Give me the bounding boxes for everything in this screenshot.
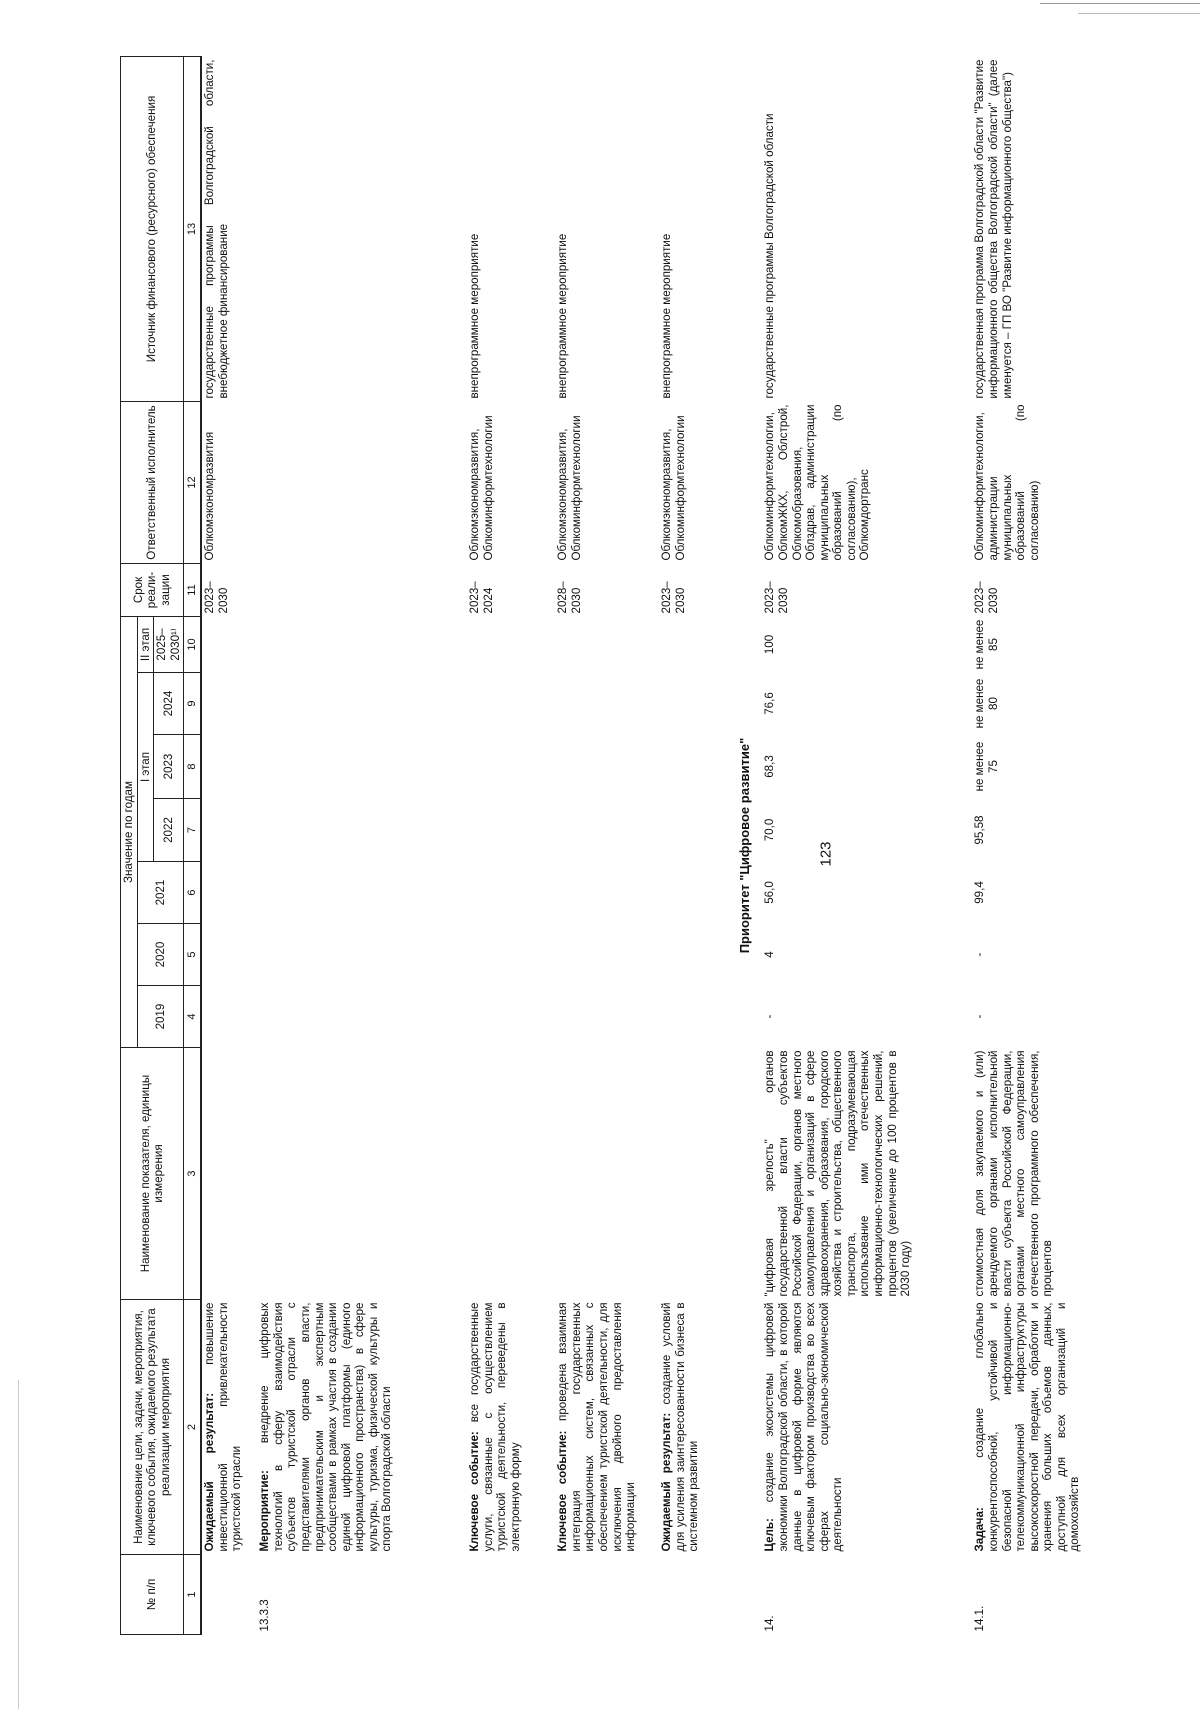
row-source: государственная программа Волгоградской области "Развитие информационного общества Волгоградской области" (далее именуется – ГП ВО "Развитие информационного общества"): [973, 59, 1014, 399]
value-2025-2030: не менее 85: [973, 619, 1001, 670]
header-year-2025-2030: 2025–2030¹⁾: [154, 617, 184, 673]
value-2022: 95,58: [973, 815, 987, 845]
row-number: 14.: [763, 1615, 777, 1632]
row-source: внепрограммное мероприятие: [556, 233, 570, 399]
header-year-2022: 2022: [154, 799, 184, 862]
row-term: 2028–2030: [556, 581, 583, 614]
row-term: 2023–2030: [763, 581, 791, 614]
program-table: [120, 56, 1083, 1635]
row-indicator: "цифровая зрелость" органов государственной власти субъектов Российской Федерации, органов местного самоуправления и организаций в сфере здравоохранения, образования, городского хозяйства и строительства, общественного транспорта, подразумевающая использование ими отечественных информационно-технологических решений, процентов (увеличение до 100 процентов в 2030 году): [763, 1050, 913, 1297]
page-number: 123: [817, 841, 835, 867]
value-2021: 99,4: [973, 881, 987, 904]
table-row: [731, 57, 762, 1635]
row-term: 2023–2024: [468, 581, 495, 614]
header-stage-2: II этап: [137, 617, 154, 673]
header-colnum-10: 10: [184, 617, 202, 673]
row-executor: Облкомэкономразвития, Облкоминформтехнологии: [468, 415, 495, 561]
row-executor: Облкомэкономразвития: [203, 431, 217, 561]
header-year-2024: 2024: [154, 673, 184, 735]
table-row: [467, 57, 555, 1635]
value-2024: не менее 80: [973, 678, 1001, 729]
row-indicator: стоимостная доля закупаемого и (или) арендуемого органами исполнительной власти субъекта Российской Федерации, органами местного самоуправления отечественного программного обеспечения, процентов: [973, 1050, 1055, 1297]
value-2020: -: [973, 952, 987, 957]
row-description: Ожидаемый результат: повышение инвестиционной привлекательности туристской отрасли: [203, 1302, 244, 1552]
row-source: государственные программы Волгоградской области, внебюджетное финансирование: [203, 59, 230, 399]
value-2021: 56,0: [763, 881, 777, 904]
header-colnum-6: 6: [184, 862, 202, 924]
table-row: [257, 57, 467, 1635]
table-row: [659, 57, 731, 1635]
priority-heading: Приоритет "Цифровое развитие": [737, 737, 753, 954]
header-colnum-8: 8: [184, 735, 202, 799]
row-description: Ключевое событие: проведена взаимная интеграция государственных информационных систем, связанных с обеспечением туристской деятельности, для исключения двойного предоставления информации: [556, 1302, 638, 1552]
table-row: [762, 57, 972, 1635]
table-row: [555, 57, 659, 1635]
value-2020: 4: [763, 951, 777, 958]
header-values: Значение по годам: [121, 617, 138, 1048]
header-exec: Ответственный исполнитель: [121, 402, 184, 564]
row-source: внепрограммное мероприятие: [660, 233, 674, 399]
row-number: 14.1.: [973, 1605, 987, 1632]
value-2024: 76,6: [763, 692, 777, 715]
scan-top-rule: [1040, 3, 1200, 4]
header-colnum-3: 3: [184, 1048, 202, 1300]
scan-edge: [18, 1380, 19, 1709]
value-2019: -: [973, 1014, 987, 1019]
header-year-2020: 2020: [137, 924, 184, 986]
row-term: 2023–2030: [660, 581, 687, 614]
scan-top-rule: [1078, 13, 1200, 14]
row-term: 2023–2030: [203, 581, 230, 614]
value-2019: -: [763, 1014, 777, 1019]
header-colnum-7: 7: [184, 799, 202, 862]
row-source: внепрограммное мероприятие: [468, 233, 482, 399]
header-year-2023: 2023: [154, 735, 184, 799]
rotated-page: [120, 57, 1182, 1635]
header-colnum-5: 5: [184, 924, 202, 986]
table-row: [201, 57, 257, 1635]
row-term: 2023–2030: [973, 581, 1001, 614]
header-stage-1: I этап: [137, 673, 154, 862]
row-description: Ключевое событие: все государственные услуги, связанные с осуществлением туристской деятельности, переведены в электронную форму: [468, 1302, 522, 1552]
header-indicator: Наименование показателя, единицы измерения: [121, 1048, 184, 1300]
row-executor: Облкоминформтехнологии, администрации муниципальных образований (по согласованию): [973, 404, 1041, 561]
header-source: Источник финансового (ресурсного) обеспечения: [121, 57, 184, 402]
value-2025-2030: 100: [763, 634, 777, 655]
row-description: Задача: создание глобально конкурентоспособной, устойчивой и безопасной информационно-телекоммуникационной инфраструктуры высокоскоростной передачи, обработки и хранения больших объемов данных, доступной для всех организаций и домохозяйств: [973, 1302, 1082, 1552]
header-name: Наименование цели, задачи, мероприятия, ключевого события, ожидаемого результата реализации мероприятия: [121, 1300, 184, 1555]
header-year-2019: 2019: [137, 986, 184, 1048]
row-source: государственные программы Волгоградской области: [763, 113, 777, 399]
header-colnum-11: 11: [184, 564, 202, 617]
header-num: № п/п: [121, 1555, 184, 1635]
value-2023: не менее 75: [973, 741, 1001, 792]
row-description: Мероприятие: внедрение цифровых технологий в сферу взаимодействия субъектов туристской отрасли с представителями органов власти, предпринимательским и экспертным сообществами в рамках участия в создании единой цифровой платформы (единого информационного пространства) в сфере культуры, туризма, физической культуры и спорта Волгоградской области: [258, 1302, 394, 1552]
table-row: [972, 57, 1083, 1635]
header-colnum-1: 1: [184, 1555, 202, 1635]
row-executor: Облкомэкономразвития, Облкоминформтехнологии: [660, 415, 687, 561]
header-year-2021: 2021: [137, 862, 184, 924]
header-colnum-13: 13: [184, 57, 202, 402]
row-description: Ожидаемый результат: создание условий для усиления заинтересованности бизнеса в системном развитии: [660, 1302, 701, 1552]
row-description: Цель: создание экосистемы цифровой экономики Волгоградской области, в которой данные в цифровой форме являются ключевым фактором производства во всех сферах социально-экономической деятельности: [763, 1302, 845, 1552]
row-number: 13.3.3: [258, 1599, 272, 1632]
value-2023: 68,3: [763, 755, 777, 778]
header-colnum-4: 4: [184, 986, 202, 1048]
row-executor: Облкомэкономразвития, Облкоминформтехнологии: [556, 415, 583, 561]
header-colnum-2: 2: [184, 1300, 202, 1555]
value-2022: 70,0: [763, 818, 777, 842]
header-term: Срок реали-зации: [121, 564, 184, 617]
header-colnum-9: 9: [184, 673, 202, 735]
row-executor: Облкоминформтехнологии, ОблкомЖКХ, Облстрой, Облкомобразования, Облздрав, администрации муниципальных образований (по согласованию), Облкомдортранс: [763, 404, 872, 561]
header-colnum-12: 12: [184, 402, 202, 564]
